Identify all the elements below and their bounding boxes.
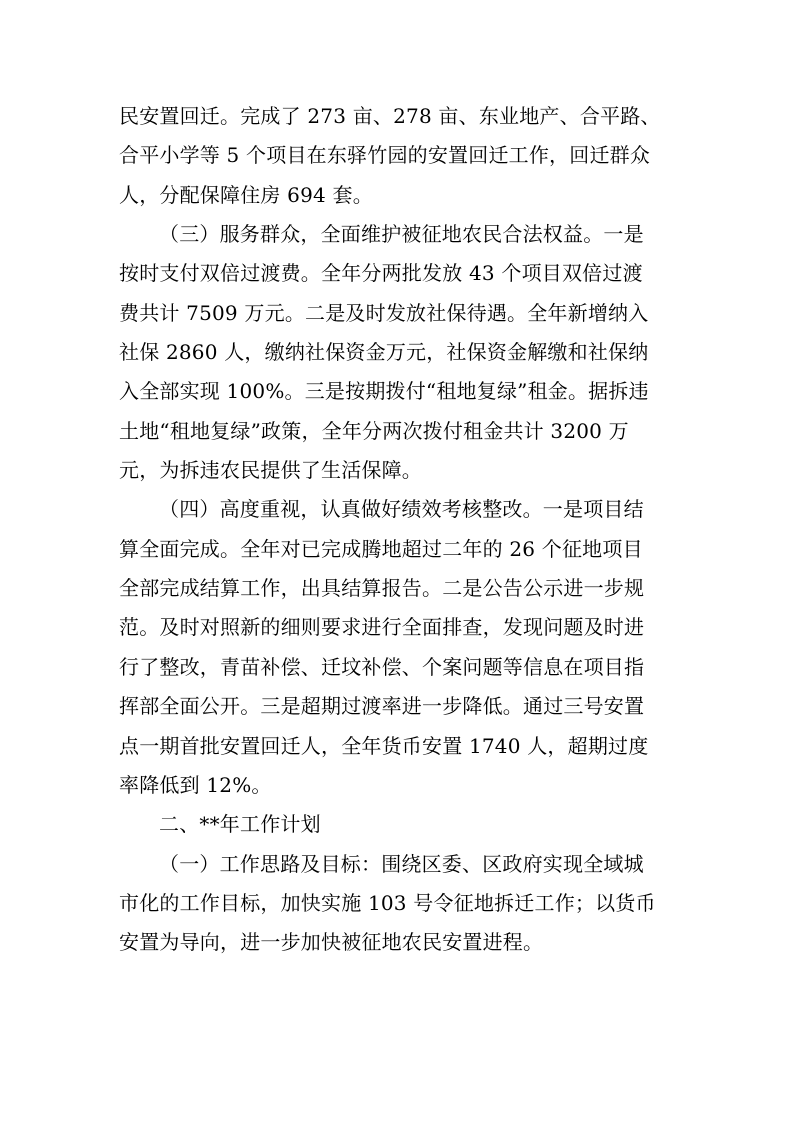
text-line: 行了整改，青苗补偿、迁坟补偿、个案问题等信息在项目指 (119, 654, 645, 679)
text-line: 率降低到 12%。 (119, 772, 272, 797)
text-line: 按时支付双倍过渡费。全年分两批发放 43 个项目双倍过渡 (119, 261, 643, 286)
text-line: 安置为导向，进一步加快被征地农民安置进程。 (119, 930, 544, 955)
document-body (119, 97, 679, 963)
text-line: 民安置回迁。完成了 273 亩、278 亩、东业地产、合平路、 (119, 104, 661, 128)
section-heading-line: （一）工作思路及目标：围绕区委、区政府实现全域城 (159, 851, 644, 876)
text-line: 费共计 7509 万元。二是及时发放社保待遇。全年新增纳入 (119, 300, 649, 325)
text-line: 元，为拆违农民提供了生活保障。 (119, 458, 422, 483)
text-line: 算全面完成。全年对已完成腾地超过二年的 26 个征地项目 (119, 536, 643, 561)
section-heading-line: （四）高度重视，认真做好绩效考核整改。一是项目结 (159, 497, 644, 522)
text-line: 人，分配保障住房 694 套。 (119, 182, 373, 207)
text-line: 点一期首批安置回迁人，全年货币安置 1740 人，超期过度 (119, 733, 649, 758)
text-line: 挥部全面公开。三是超期过渡率进一步降低。通过三号安置 (119, 694, 645, 719)
text-line: 土地“租地复绿”政策，全年分两次拨付租金共计 3200 万 (119, 418, 629, 443)
text-line: 全部完成结算工作，出具结算报告。二是公告公示进一步规 (119, 576, 645, 601)
chapter-heading: 二、**年工作计划 (159, 812, 321, 837)
text-line: 社保 2860 人，缴纳社保资金万元，社保资金解缴和社保纳 (119, 340, 649, 365)
text-line: 范。及时对照新的细则要求进行全面排查，发现问题及时进 (119, 615, 645, 640)
text-line: 合平小学等 5 个项目在东驿竹园的安置回迁工作，回迁群众 (119, 143, 651, 168)
text-line: 入全部实现 100%。三是按期拨付“租地复绿”租金。据拆违 (119, 379, 649, 404)
section-heading-line: （三）服务群众，全面维护被征地农民合法权益。一是 (159, 222, 644, 247)
text-line: 市化的工作目标，加快实施 103 号令征地拆迁工作；以货币 (119, 890, 656, 915)
